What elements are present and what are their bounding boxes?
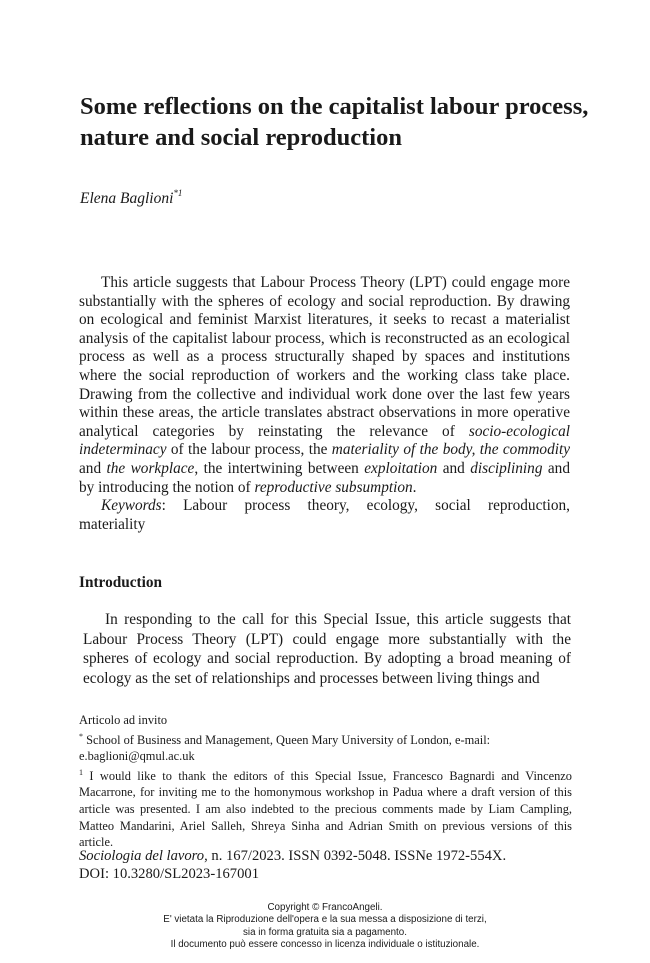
author-line <box>80 188 182 208</box>
keywords-line <box>79 497 570 516</box>
author-footnote-marks: *1 <box>173 188 183 198</box>
footnote-acknowledgements <box>79 765 572 851</box>
keywords-list: : Labour process theory, ecology, social reproduction, <box>161 497 570 515</box>
abstract-emphasis: the workplace <box>106 459 195 477</box>
abstract <box>79 274 570 534</box>
abstract-emphasis: disciplining <box>470 459 543 477</box>
journal-issue-issn: , n. 167/2023. ISSN 0392-5048. ISSNe 1972-554X. <box>204 848 507 864</box>
copyright-line: Il documento può essere concesso in licenza individuale o istituzionale. <box>170 938 480 950</box>
copyright-notice <box>0 902 650 951</box>
invited-article-note: Articolo ad invito <box>79 713 168 727</box>
abstract-text: and by introducing the notion of <box>79 459 570 496</box>
article-title: Some reflections on the capitalist labour process, nature and social reproduction <box>80 93 589 151</box>
copyright-line: Copyright © FrancoAngeli. <box>267 902 383 913</box>
abstract-text: of the labour process, the <box>166 441 332 459</box>
footnotes <box>79 712 572 851</box>
author-name: Elena Baglioni <box>80 190 174 207</box>
copyright-line: sia in forma gratuita sia a pagamento. <box>243 926 407 938</box>
keywords <box>79 497 570 516</box>
abstract-text: and <box>79 459 107 477</box>
keywords-continued: materiality <box>79 515 146 533</box>
abstract-emphasis: exploitation <box>364 459 438 477</box>
footnote-acknowledgements-text: I would like to thank the editors of this Special Issue, Francesco Bagnardi and Vincenzo Macarrone, for inviting me to the homonymous workshop in Padua where a draft version of this article was presented. I am also indebted to the precious comments made by Liam Campling, Matteo Mandarini, Ariel Salleh, Shreya Sinha and Adrian Smith on previous versions of this article. <box>79 768 572 850</box>
journal-name: Sociologia del lavoro <box>79 848 205 864</box>
abstract-text: and <box>437 459 471 477</box>
abstract-emphasis: reproductive subsumption <box>254 478 413 496</box>
abstract-emphasis: materiality of the body, the commodity <box>331 441 571 459</box>
section-heading-introduction: Introduction <box>79 574 163 591</box>
abstract-text: , the intertwining between <box>194 459 365 477</box>
abstract-text: This article suggests that Labour Process Theory (LPT) could engage more substantially with the spheres of ecology and social reproduction. By drawing on ecological and feminist Marxist literatures, it seeks to recast a materialist analysis of the capitalist labour process, which is reconstructed as an ecological process as well as a process structurally shaped by spaces and institutions where the social reproduction of workers and the working class take place. Drawing from the collective and individual work done over the last few years within these areas, the article translates abstract observations in more operative analytical categories by reinstating the relevance of <box>79 274 570 440</box>
footnote-mark: 1 <box>79 767 83 777</box>
introduction-paragraph: In responding to the call for this Special Issue, this article suggests that Labour Process Theory (LPT) could engage more substantially with the spheres of ecology and social reproduction. By adopting a broad meaning of ecology as the set of relationships and processes between living things and <box>83 611 571 687</box>
footnote-mark: * <box>79 731 83 741</box>
footnote-affiliation <box>79 729 572 749</box>
abstract-text: . <box>412 478 417 496</box>
copyright-line: E' vietata la Riproduzione dell'opera e la sua messa a disposizione di terzi, <box>163 914 487 926</box>
keywords-label: Keywords <box>101 497 162 515</box>
abstract-paragraph <box>79 274 570 497</box>
journal-details <box>79 848 572 866</box>
author-email: e.baglioni@qmul.ac.uk <box>79 749 195 764</box>
footnote-affiliation-text: School of Business and Management, Queen Mary University of London, e-mail: <box>83 732 491 747</box>
journal-doi: DOI: 10.3280/SL2023-167001 <box>79 865 259 882</box>
abstract-emphasis: socio-ecological indeterminacy <box>79 422 570 459</box>
journal-citation <box>79 848 572 883</box>
